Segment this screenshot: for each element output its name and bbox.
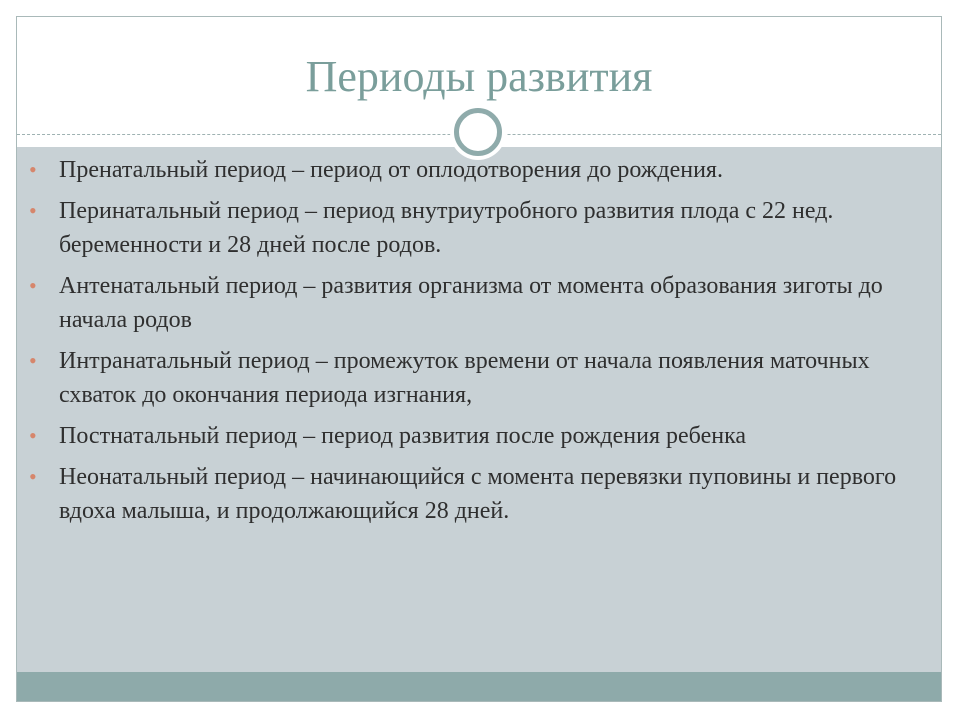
bullet-icon: • [29, 198, 37, 223]
bullet-text: Интранатальный период – промежуток времени от начала появления маточных схваток до окончания периода изгнания, [59, 348, 870, 408]
bullet-icon: • [29, 464, 37, 489]
bottom-bar [17, 672, 941, 702]
bullet-item [17, 344, 941, 412]
bullet-item [17, 153, 941, 187]
bullet-icon: • [29, 157, 37, 182]
bullet-list [17, 153, 941, 535]
bullet-icon: • [29, 348, 37, 373]
ring-ornament-icon [454, 108, 502, 156]
bullet-text: Антенатальный период – развития организма от момента образования зиготы до начала родов [59, 273, 883, 333]
bullet-item [17, 460, 941, 528]
content-area [17, 147, 941, 672]
bullet-text: Пренатальный период – период от оплодотворения до рождения. [59, 157, 723, 183]
bullet-text: Постнатальный период – период развития после рождения ребенка [59, 423, 747, 449]
bullet-icon: • [29, 273, 37, 298]
bullet-item [17, 419, 941, 453]
slide-frame [16, 16, 942, 702]
bullet-item [17, 194, 941, 262]
bullet-text: Перинатальный период – период внутриутробного развития плода с 22 нед. беременности и 28 дней после родов. [59, 198, 834, 258]
bullet-item [17, 269, 941, 337]
bullet-icon: • [29, 423, 37, 448]
slide-title: Периоды развития [305, 52, 653, 101]
bullet-text: Неонатальный период – начинающийся с момента перевязки пуповины и первого вдоха малыша, и продолжающийся 28 дней. [59, 464, 897, 524]
